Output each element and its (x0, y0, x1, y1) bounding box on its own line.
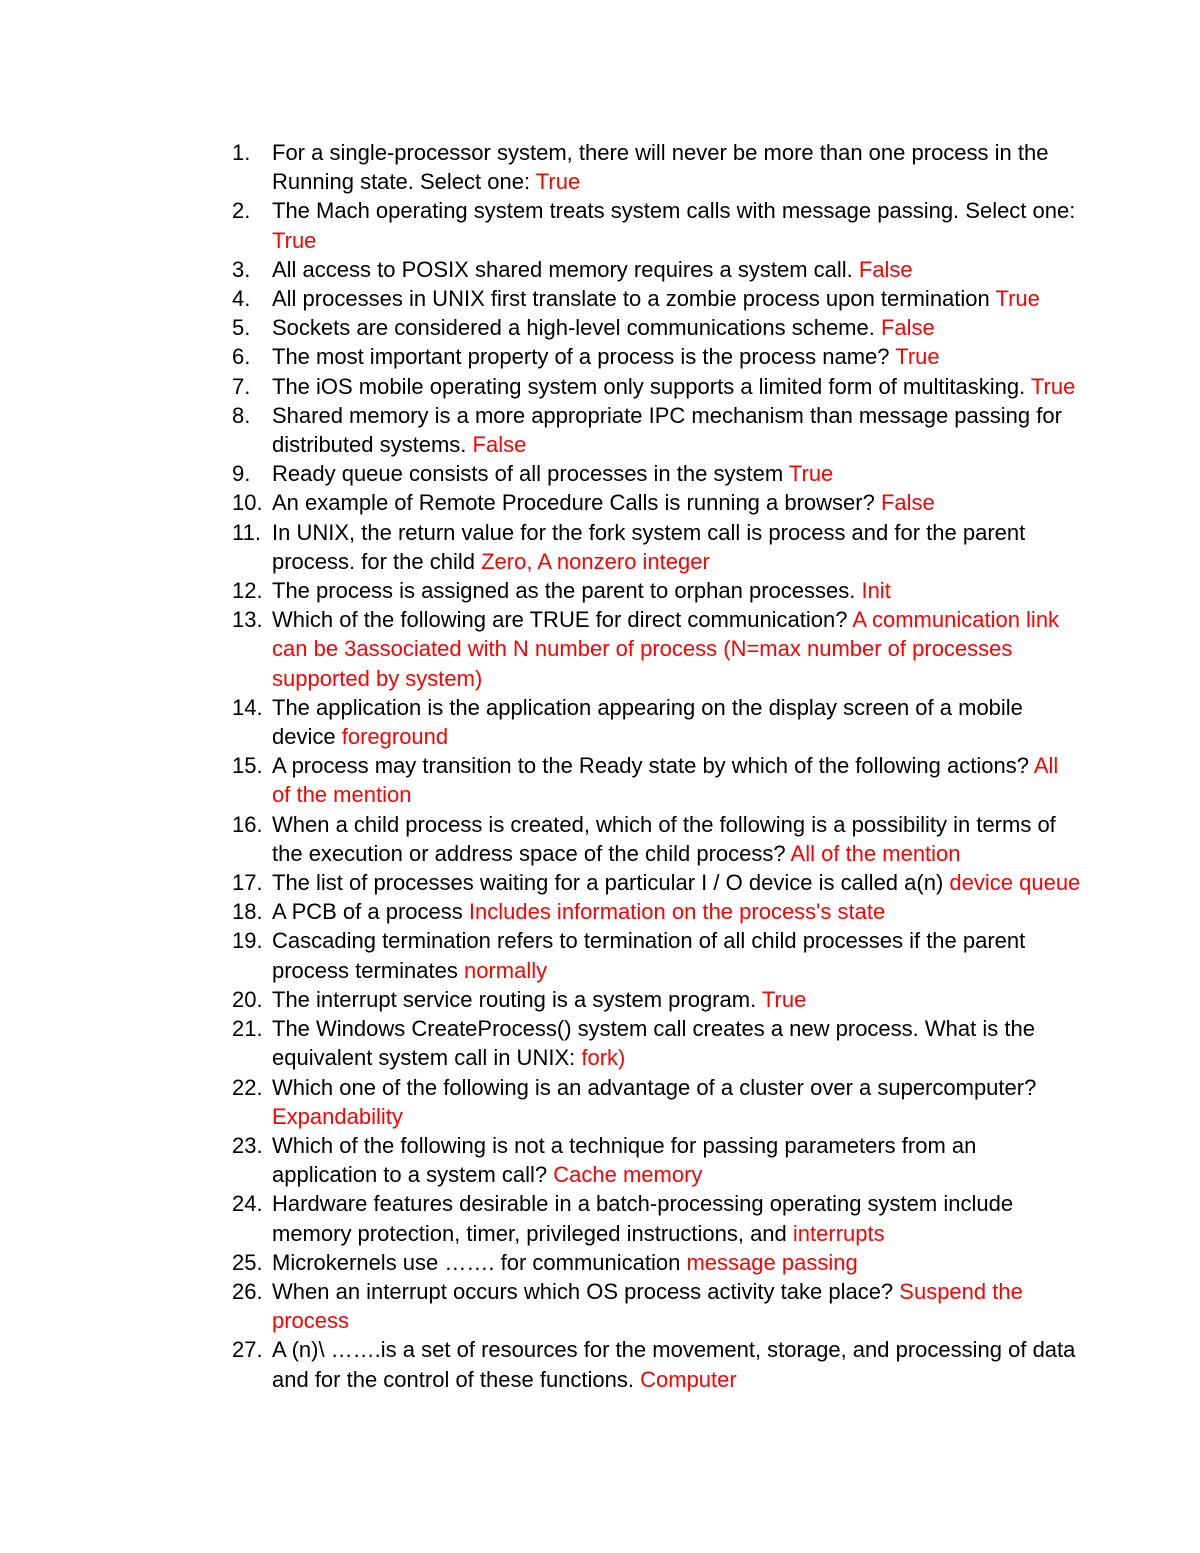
question-number: 26. (232, 1278, 263, 1304)
question-text: An example of Remote Procedure Calls is running a browser? (272, 490, 881, 516)
question-number: 2. (232, 198, 251, 224)
question-text: Hardware features desirable in a batch-processing operating system include memory protection, timer, privileged instructions, and (272, 1191, 1014, 1246)
question-text: A PCB of a process (272, 899, 469, 925)
question-number: 11. (232, 519, 261, 545)
question-text: The interrupt service routing is a system program. (272, 986, 762, 1012)
question-number: 18. (232, 899, 263, 925)
question-text: The list of processes waiting for a particular I / O device is called a(n) (272, 870, 950, 896)
answer-text: True (272, 227, 317, 253)
answer-text: Suspend the process (272, 1278, 1023, 1334)
question-item (232, 810, 1082, 868)
question-item (232, 1131, 1082, 1189)
question-text: A process may transition to the Ready state by which of the following actions? (272, 753, 1034, 779)
question-item (232, 372, 1082, 401)
question-number: 25. (232, 1249, 263, 1275)
answer-text: Init (861, 578, 891, 604)
question-item (232, 196, 1082, 254)
question-number: 12. (232, 578, 263, 604)
answer-text: fork) (581, 1045, 626, 1071)
answer-text: Expandability (272, 1103, 403, 1129)
answer-text: foreground (341, 724, 449, 750)
question-item (232, 605, 1082, 693)
question-item (232, 488, 1082, 517)
answer-text: All of the mention (790, 840, 961, 866)
answer-text: interrupts (792, 1220, 885, 1246)
question-number: 22. (232, 1074, 263, 1100)
answer-text: False (472, 432, 527, 458)
question-text: Shared memory is a more appropriate IPC mechanism than message passing for distributed systems. (272, 402, 1062, 458)
question-text: When an interrupt occurs which OS process activity take place? (272, 1278, 900, 1304)
question-item (232, 576, 1082, 605)
question-list (232, 138, 1082, 1394)
answer-text: False (880, 315, 935, 341)
question-number: 19. (232, 928, 263, 954)
question-text: When a child process is created, which of the following is a possibility in terms of the execution or address space of the child process? (272, 811, 1056, 866)
question-number: 5. (232, 315, 251, 341)
question-text: Which of the following is not a technique for passing parameters from an application to a system call? (272, 1132, 977, 1188)
question-number: 9. (232, 461, 251, 487)
question-text: Which one of the following is an advantage of a cluster over a supercomputer? (272, 1074, 1037, 1100)
question-number: 20. (232, 986, 263, 1012)
question-text: Microkernels use ……. for communication (272, 1249, 687, 1275)
question-text: For a single-processor system, there will never be more than one process in the Running state. Select one: (272, 140, 1049, 195)
question-number: 17. (232, 870, 263, 896)
question-number: 1. (232, 140, 251, 165)
question-number: 24. (232, 1191, 263, 1217)
question-text: The application is the application appearing on the display screen of a mobile device (272, 694, 1023, 750)
answer-text: device queue (949, 870, 1081, 896)
question-number: 3. (232, 256, 251, 282)
question-text: The process is assigned as the parent to orphan processes. (272, 578, 862, 604)
question-item (232, 255, 1082, 284)
answer-text: True (535, 169, 581, 195)
question-item (232, 313, 1082, 342)
question-item (232, 1335, 1082, 1393)
question-number: 4. (232, 286, 251, 312)
question-text: The iOS mobile operating system only supports a limited form of multitasking. (272, 373, 1031, 399)
answer-text: Zero, A nonzero integer (481, 548, 710, 574)
answer-text: Computer (640, 1366, 737, 1392)
question-text: The Windows CreateProcess() system call creates a new process. What is the equivalent system call in UNIX: (272, 1016, 1035, 1071)
answer-text: True (761, 986, 807, 1012)
question-text: Sockets are considered a high-level communications scheme. (272, 315, 881, 341)
answer-text: normally (463, 957, 548, 983)
question-item (232, 459, 1082, 488)
question-item (232, 138, 1082, 196)
answer-text: True (895, 344, 940, 370)
answer-text: message passing (686, 1249, 858, 1275)
question-text: The most important property of a process is the process name? (272, 344, 896, 370)
question-number: 13. (232, 607, 263, 633)
question-number: 8. (232, 402, 251, 428)
question-item (232, 284, 1082, 313)
answer-text: True (995, 286, 1040, 312)
question-item (232, 926, 1082, 984)
question-number: 21. (232, 1016, 263, 1042)
question-item (232, 1248, 1082, 1277)
question-item (232, 342, 1082, 371)
question-item (232, 693, 1082, 751)
answer-text: False (880, 490, 935, 516)
answer-text: False (858, 256, 913, 282)
question-item (232, 1073, 1082, 1131)
question-number: 16. (232, 811, 263, 837)
question-item (232, 518, 1082, 576)
question-number: 14. (232, 694, 263, 720)
question-item (232, 1277, 1082, 1335)
answer-text: True (1030, 373, 1076, 399)
question-item (232, 868, 1082, 897)
question-text: Which of the following are TRUE for direct communication? (272, 607, 853, 633)
question-item (232, 897, 1082, 926)
question-item (232, 1014, 1082, 1072)
question-text: Cascading termination refers to termination of all child processes if the parent process terminates (272, 928, 1026, 983)
question-item (232, 751, 1082, 809)
answer-text: A communication link can be 3associated with N number of process (N=max number of processes supported by system) (272, 607, 1060, 691)
answer-text: All of the mention (272, 753, 1059, 808)
question-item (232, 985, 1082, 1014)
question-text: In UNIX, the return value for the fork system call is process and for the parent process. for the child (272, 519, 1026, 574)
question-text: The Mach operating system treats system calls with message passing. Select one: (272, 198, 1076, 224)
question-number: 6. (232, 344, 251, 370)
answer-text: Includes information on the process's state (468, 899, 886, 925)
question-number: 27. (232, 1337, 263, 1363)
question-number: 7. (232, 373, 251, 399)
answer-text: True (788, 461, 834, 487)
question-number: 10. (232, 490, 263, 516)
question-number: 23. (232, 1132, 263, 1158)
question-number: 15. (232, 753, 263, 779)
question-text: A (n)\ …….is a set of resources for the movement, storage, and processing of data and for the control of these functions. (272, 1337, 1076, 1392)
answer-text: Cache memory (553, 1162, 703, 1188)
question-text: All access to POSIX shared memory requires a system call. (272, 256, 859, 282)
question-text: All processes in UNIX first translate to a zombie process upon termination (272, 286, 996, 312)
question-item (232, 1189, 1082, 1247)
question-text: Ready queue consists of all processes in the system (272, 461, 789, 487)
question-item (232, 401, 1082, 459)
